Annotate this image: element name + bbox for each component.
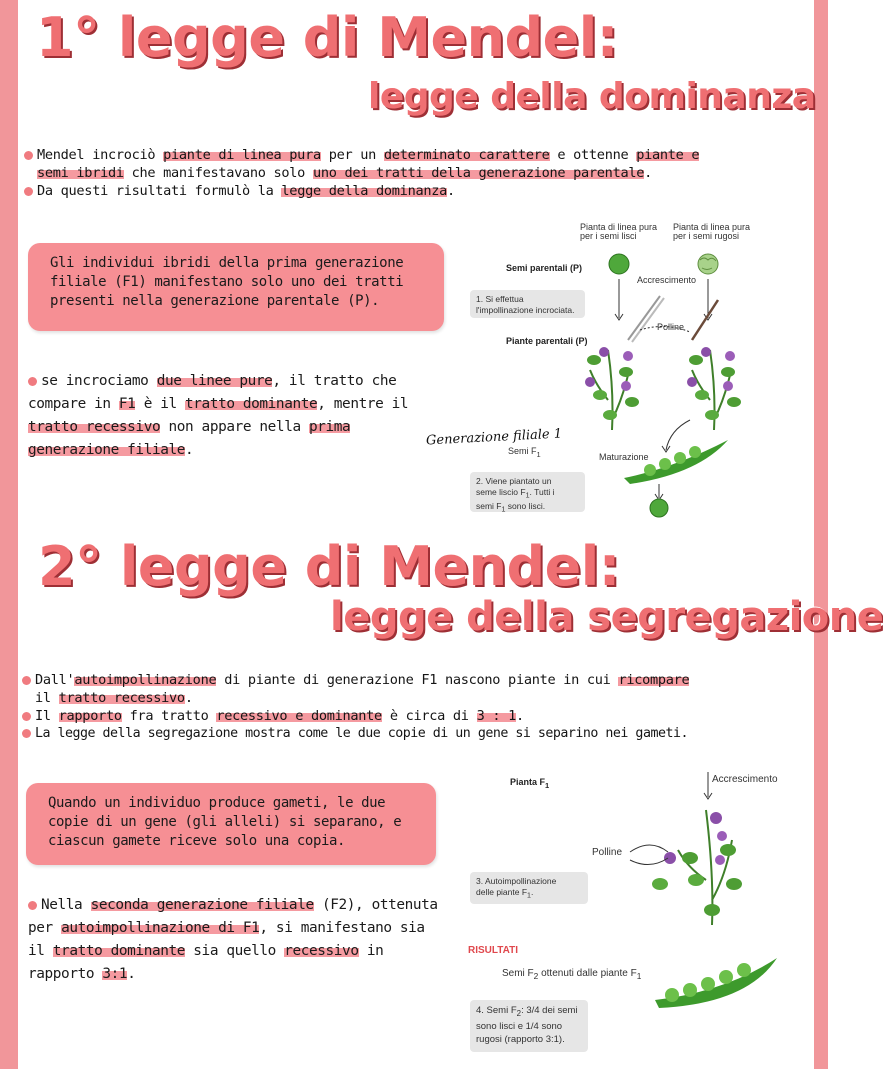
text: . xyxy=(127,966,136,982)
note-step-2-line-1: 2. Viene piantato un xyxy=(476,476,552,486)
label-polline: Polline xyxy=(657,322,685,332)
text: è il xyxy=(135,396,186,412)
note-step-1-line-2: l'impollinazione incrociata. xyxy=(476,304,575,315)
text: . xyxy=(185,442,194,458)
text: sono lisci. xyxy=(505,500,546,511)
text: . xyxy=(644,165,652,181)
subscript: 1 xyxy=(525,491,530,500)
text: e ottenne xyxy=(549,147,637,163)
text: per un xyxy=(320,147,384,163)
pollen-arrow-icon xyxy=(630,845,668,852)
label-smooth-line-2: per i semi lisci xyxy=(580,231,637,241)
text: seme liscio F xyxy=(476,486,526,497)
text: . xyxy=(515,708,524,724)
text: . xyxy=(447,183,455,199)
text: che manifestavano solo xyxy=(123,165,313,181)
highlight: autoimpollinazione di F1 xyxy=(61,920,260,936)
label-polline-2: Polline xyxy=(592,847,623,858)
subscript: 2 xyxy=(533,971,539,981)
highlight: rapporto xyxy=(58,708,122,724)
pollen-arrow-icon xyxy=(630,858,668,865)
label-accrescimento: Accrescimento xyxy=(637,275,697,285)
highlight: tratto recessivo xyxy=(58,690,185,706)
label-piante-parentali: Piante parentali (P) xyxy=(506,336,588,346)
label-maturazione: Maturazione xyxy=(599,452,649,462)
subscript: 1 xyxy=(545,780,550,790)
highlight: uno dei tratti della generazione parentale xyxy=(312,165,645,181)
label-wrinkled-line-1: Pianta di linea pura xyxy=(673,222,751,232)
text: . xyxy=(530,886,534,897)
text: , il tratto che compare in xyxy=(28,373,397,412)
highlight: due linee pure xyxy=(156,373,273,389)
text: Da questi risultati formulò la xyxy=(37,183,282,199)
text: Dall' xyxy=(35,672,75,688)
highlight: seconda generazione filiale xyxy=(90,897,314,913)
text: in rapporto xyxy=(28,943,384,982)
text: ottenuti dalle piante F xyxy=(538,968,637,979)
highlight: semi ibridi xyxy=(37,165,124,181)
highlight: piante di linea pura xyxy=(163,147,321,163)
handwritten-annotation: Generazione filiale 1 xyxy=(425,426,563,449)
risultati-label: RISULTATI xyxy=(468,945,518,956)
text: (F2), ottenuta per xyxy=(28,897,438,936)
highlight: tratto dominante xyxy=(185,396,318,412)
note-step-1-line-1: 1. Si effettua xyxy=(476,294,524,304)
law1-title: 1° legge di Mendel: xyxy=(36,6,618,69)
label-accrescimento-2: Accrescimento xyxy=(712,774,778,785)
text: Semi F xyxy=(508,446,537,456)
highlight: recessivo e dominante xyxy=(216,708,382,724)
law1-subtitle: legge della dominanza xyxy=(368,76,816,117)
text: delle piante F xyxy=(476,886,528,897)
highlight: piante e xyxy=(636,147,700,163)
note-step-4-line-2: sono lisci e 1/4 sono xyxy=(476,1020,563,1032)
text: Mendel incrociò xyxy=(37,147,164,163)
text: semi F xyxy=(476,500,502,511)
text: : 3/4 dei semi xyxy=(521,1005,578,1016)
note-step-3-line-1: 3. Autoimpollinazione xyxy=(476,876,557,886)
text: , mentre il xyxy=(317,396,409,412)
pea-pod-f2-icon xyxy=(655,958,777,1008)
highlight: recessivo xyxy=(284,943,359,959)
pea-plant-f1-icon xyxy=(652,810,742,925)
note-step-4-line-3: rugosi (rapporto 3:1). xyxy=(476,1033,565,1045)
subscript: 1 xyxy=(501,505,506,514)
law2-callout: Quando un individuo produce gameti, le due copie di un gene (gli alleli) si separano, e ciascun gamete riceve solo una copia. xyxy=(26,783,436,865)
law2-title: 2° legge di Mendel: xyxy=(38,535,620,598)
subscript: 2 xyxy=(516,1008,522,1018)
highlight: ricompare xyxy=(618,672,690,688)
highlight: 3:1 xyxy=(102,966,128,982)
text: . Tutti i xyxy=(529,486,555,497)
subscript: 1 xyxy=(536,449,541,459)
highlight: determinato carattere xyxy=(383,147,550,163)
subscript: 1 xyxy=(527,891,531,900)
text: Il xyxy=(35,708,59,724)
text: non appare nella xyxy=(160,419,309,435)
text: Semi F xyxy=(502,968,534,979)
label-semi-parentali: Semi parentali (P) xyxy=(506,263,583,273)
law1-callout: Gli individui ibridi della prima generazione filiale (F1) manifestano solo uno dei tratti presenti nella generazione parentale (P). xyxy=(28,243,444,331)
highlight: 3 : 1 xyxy=(476,708,516,724)
text: La legge della segregazione mostra come le due copie di un gene si separino nei gameti. xyxy=(35,726,688,741)
highlight: tratto dominante xyxy=(52,943,186,959)
highlight: legge della dominanza xyxy=(281,183,447,199)
text: Nella xyxy=(41,897,91,913)
highlight: F1 xyxy=(118,396,136,412)
label-smooth-line-1: Pianta di linea pura xyxy=(580,222,658,232)
label-wrinkled-line-2: per i semi rugosi xyxy=(673,231,740,241)
text: sia quello xyxy=(185,943,285,959)
text: se incrociamo xyxy=(41,373,157,389)
text: fra tratto xyxy=(121,708,217,724)
text: 4. Semi F xyxy=(476,1005,517,1016)
text: di piante di generazione F1 nascono piante in cui xyxy=(216,672,619,688)
text: . xyxy=(184,690,193,706)
highlight: tratto recessivo xyxy=(28,419,161,435)
text: Pianta F xyxy=(510,777,546,787)
text: il xyxy=(35,690,59,706)
highlight: prima generazione filiale xyxy=(28,419,351,458)
law2-subtitle: legge della segregazione xyxy=(330,594,883,640)
text: è circa di xyxy=(381,708,477,724)
text: , si manifestano sia il xyxy=(28,920,425,959)
highlight: autoimpollinazione xyxy=(74,672,217,688)
subscript: 1 xyxy=(636,971,642,981)
